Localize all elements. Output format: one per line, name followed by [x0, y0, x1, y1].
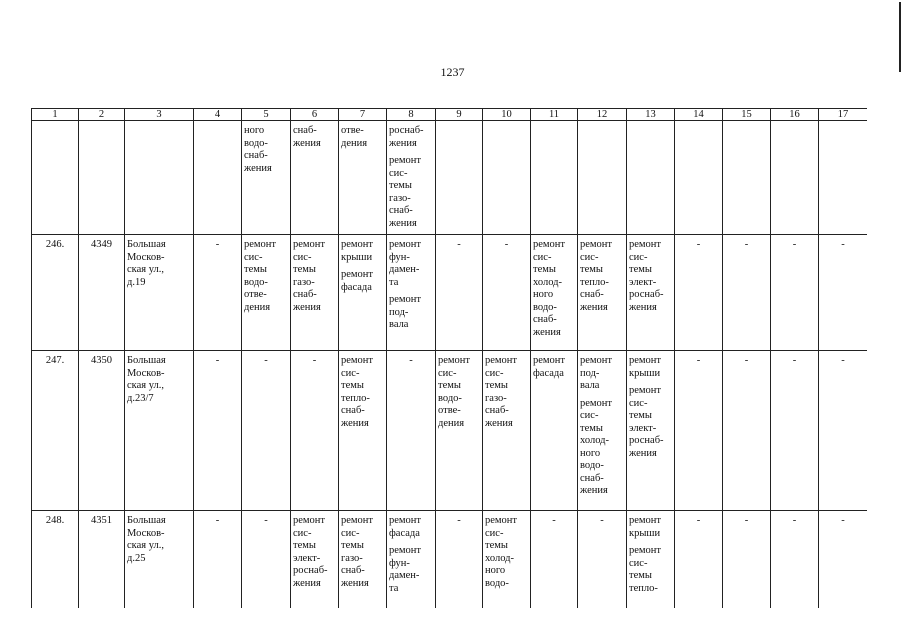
table-cell: [387, 121, 436, 235]
work-line: снаб-: [244, 150, 268, 161]
work-item: [389, 545, 433, 595]
work-line: ремонт: [389, 239, 422, 250]
empty-dash: -: [600, 515, 604, 526]
work-line: жения: [629, 447, 657, 459]
address-cell: [125, 351, 194, 511]
work-line: крыши: [629, 367, 661, 379]
address-line: д.23/7: [127, 392, 154, 404]
work-item: [341, 239, 384, 264]
work-line: сис-: [629, 397, 648, 409]
address-line: ская ул.,: [127, 540, 164, 551]
work-line: темы: [389, 180, 412, 191]
column-header: 13: [627, 109, 675, 121]
work-line: вала: [389, 319, 409, 330]
table-cell: [819, 121, 868, 235]
column-header: 10: [483, 109, 531, 121]
table-cell: [627, 121, 675, 235]
work-line: ремонт: [533, 355, 566, 366]
work-item: [293, 125, 336, 150]
work-line: газо-: [341, 552, 363, 564]
row-number: 246.: [32, 235, 79, 351]
work-line: сис-: [629, 557, 648, 569]
work-line: водо-: [533, 301, 557, 313]
work-line: сис-: [293, 251, 312, 263]
table-cell: [723, 351, 771, 511]
address-line: д.19: [127, 276, 146, 288]
table-cell: [531, 121, 578, 235]
building-code: 4350: [79, 351, 125, 511]
column-header: 12: [578, 109, 627, 121]
table-cell: [723, 511, 771, 609]
work-line: темы: [293, 540, 316, 551]
table-cell: [531, 235, 578, 351]
table-cell: [675, 511, 723, 609]
table-cell: [242, 511, 291, 609]
work-line: ремонт: [341, 239, 374, 250]
empty-dash: -: [215, 355, 220, 366]
work-line: жения: [293, 577, 321, 589]
empty-dash: -: [744, 355, 749, 366]
table-cell: [339, 511, 387, 609]
table-cell: [483, 351, 531, 511]
work-line: темы: [341, 540, 364, 551]
work-item: [533, 355, 575, 380]
work-line: ремонт: [341, 515, 374, 526]
empty-dash: -: [792, 239, 797, 250]
empty-dash: -: [312, 355, 317, 366]
work-line: снаб-: [389, 205, 413, 216]
row-number: 247.: [32, 351, 79, 511]
work-line: сис-: [580, 251, 599, 263]
address-line: Москов-: [127, 367, 165, 379]
work-line: роснаб-: [629, 289, 664, 300]
work-line: ремонт: [438, 355, 471, 366]
table-cell: [32, 121, 79, 235]
work-item: [629, 239, 672, 314]
work-line: ремонт: [629, 239, 662, 250]
empty-dash: -: [264, 515, 268, 526]
table-cell: [242, 235, 291, 351]
column-header: 1: [32, 109, 79, 121]
table-row: [32, 235, 868, 351]
work-line: ремонт: [293, 239, 326, 250]
table-cell: [79, 121, 125, 235]
table-cell: [819, 351, 868, 511]
table-cell: [627, 511, 675, 609]
empty-dash: -: [264, 355, 268, 366]
work-line: фасада: [341, 281, 372, 293]
work-line: тепло-: [629, 582, 658, 594]
work-line: жения: [293, 137, 321, 149]
work-line: ремонт: [244, 239, 277, 250]
work-line: отве-: [244, 289, 267, 300]
repair-schedule-table: [31, 108, 867, 608]
work-item: [341, 125, 384, 150]
empty-dash: -: [696, 239, 701, 250]
work-line: темы: [485, 380, 508, 391]
empty-dash: -: [744, 515, 749, 526]
work-line: жения: [580, 485, 608, 496]
work-line: темы: [580, 422, 603, 434]
work-line: сис-: [341, 527, 360, 539]
work-line: дамен-: [389, 264, 420, 275]
work-item: [293, 515, 336, 590]
work-line: снаб-: [341, 405, 365, 416]
table-cell: [387, 511, 436, 609]
table-cell: [339, 235, 387, 351]
building-code: 4351: [79, 511, 125, 609]
work-line: снаб-: [580, 289, 604, 300]
work-line: жения: [341, 577, 369, 589]
table-cell: [771, 121, 819, 235]
work-line: жения: [485, 417, 513, 429]
table-cell: [242, 351, 291, 511]
empty-dash: -: [744, 239, 749, 250]
work-line: темы: [629, 264, 652, 275]
work-line: сис-: [533, 251, 552, 263]
table-cell: [483, 121, 531, 235]
work-item: [341, 355, 384, 430]
table-cell: [436, 511, 483, 609]
table-cell: [436, 121, 483, 235]
work-line: снаб-: [533, 314, 557, 325]
table-cell: [723, 235, 771, 351]
column-header: 2: [79, 109, 125, 121]
work-line: темы: [629, 410, 652, 421]
work-line: снаб-: [580, 472, 604, 484]
empty-dash: -: [552, 515, 556, 526]
work-line: сис-: [629, 251, 648, 263]
table-cell: [771, 511, 819, 609]
work-line: холод-: [533, 276, 562, 288]
table-cell: [531, 351, 578, 511]
table-cell: [723, 121, 771, 235]
address-cell: [125, 511, 194, 609]
address-line: ская ул.,: [127, 264, 164, 275]
table-cell: [578, 511, 627, 609]
empty-dash: -: [409, 355, 413, 366]
work-item: [244, 239, 288, 314]
work-line: темы: [629, 570, 652, 581]
table-cell: [339, 351, 387, 511]
work-item: [485, 355, 528, 430]
work-line: ремонт: [533, 239, 566, 250]
header-row: [32, 109, 868, 121]
work-line: ремонт: [389, 515, 422, 526]
work-line: элект-: [293, 552, 321, 564]
work-line: фасада: [533, 367, 564, 379]
table-cell: [387, 351, 436, 511]
work-line: дамен-: [389, 570, 420, 581]
table-cell: [771, 235, 819, 351]
work-line: газо-: [485, 392, 507, 404]
work-line: ремонт: [341, 269, 374, 280]
work-line: ремонт: [389, 294, 422, 305]
work-line: снаб-: [293, 125, 317, 136]
address-line: ская ул.,: [127, 380, 164, 391]
table-cell: [291, 351, 339, 511]
work-line: ремонт: [485, 355, 518, 366]
table-cell: [291, 235, 339, 351]
work-line: сис-: [438, 367, 457, 379]
column-header: 6: [291, 109, 339, 121]
page-number: 1237: [440, 65, 465, 79]
work-line: сис-: [485, 527, 504, 539]
work-line: фун-: [389, 251, 410, 263]
address-line: Большая: [127, 355, 166, 366]
work-item: [580, 355, 624, 393]
empty-dash: -: [841, 239, 845, 250]
work-item: [533, 239, 575, 339]
work-line: роснаб-: [293, 565, 328, 576]
work-line: холод-: [485, 552, 514, 564]
work-line: темы: [485, 540, 508, 551]
table-cell: [291, 511, 339, 609]
work-item: [389, 239, 433, 289]
work-line: ремонт: [629, 355, 662, 366]
work-line: темы: [293, 264, 316, 275]
work-line: ремонт: [389, 155, 422, 166]
work-line: жения: [629, 301, 657, 313]
work-line: ремонт: [629, 385, 662, 396]
work-line: ремонт: [580, 239, 613, 250]
table-cell: [436, 235, 483, 351]
table-cell: [194, 121, 242, 235]
work-item: [629, 385, 672, 460]
work-line: сис-: [341, 367, 360, 379]
work-line: под-: [580, 367, 600, 379]
work-line: сис-: [580, 410, 599, 421]
address-line: д.25: [127, 552, 146, 564]
work-item: [629, 355, 672, 380]
work-item: [244, 125, 288, 175]
work-line: ремонт: [580, 397, 613, 409]
column-header: 7: [339, 109, 387, 121]
empty-dash: -: [841, 355, 845, 366]
work-line: элект-: [629, 422, 657, 434]
table-cell: [675, 351, 723, 511]
work-item: [389, 125, 433, 150]
table-cell: [483, 235, 531, 351]
table-cell: [675, 235, 723, 351]
work-item: [580, 239, 624, 314]
work-item: [293, 239, 336, 314]
work-line: снаб-: [485, 405, 509, 416]
work-item: [629, 515, 672, 540]
work-line: жения: [244, 162, 272, 174]
work-line: ремонт: [629, 545, 662, 556]
work-line: под-: [389, 306, 409, 318]
column-header: 11: [531, 109, 578, 121]
empty-dash: -: [504, 239, 509, 250]
work-line: темы: [580, 264, 603, 275]
table-cell: [291, 121, 339, 235]
page-edge-mark: [899, 2, 901, 72]
work-line: темы: [533, 264, 556, 275]
empty-dash: -: [792, 515, 797, 526]
address-cell: [125, 235, 194, 351]
work-line: холод-: [580, 435, 609, 446]
table-cell: [578, 351, 627, 511]
empty-dash: -: [457, 239, 461, 250]
work-line: ремонт: [293, 515, 326, 526]
work-line: жения: [580, 301, 608, 313]
table-cell: [436, 351, 483, 511]
work-line: дения: [244, 301, 271, 313]
work-line: водо-: [485, 577, 509, 589]
table-cell: [387, 235, 436, 351]
work-line: ремонт: [580, 355, 613, 366]
column-header: 16: [771, 109, 819, 121]
work-line: жения: [341, 417, 369, 429]
work-line: жения: [533, 326, 561, 338]
work-line: темы: [438, 380, 461, 391]
table-cell: [125, 121, 194, 235]
work-line: водо-: [244, 137, 268, 149]
table-cell: [627, 351, 675, 511]
row-number: 248.: [32, 511, 79, 609]
table-cell: [483, 511, 531, 609]
work-item: [341, 269, 384, 294]
continuation-row: [32, 121, 868, 235]
work-line: крыши: [341, 251, 373, 263]
work-line: ремонт: [389, 545, 422, 556]
work-line: ремонт: [629, 515, 662, 526]
empty-dash: -: [457, 515, 461, 526]
table-cell: [194, 351, 242, 511]
table-cell: [627, 235, 675, 351]
address-line: Москов-: [127, 527, 165, 539]
work-line: сис-: [293, 527, 312, 539]
work-line: крыши: [629, 527, 661, 539]
work-line: ного: [485, 565, 506, 576]
work-line: газо-: [293, 276, 315, 288]
work-line: сис-: [244, 251, 263, 263]
column-header: 14: [675, 109, 723, 121]
work-line: снаб-: [293, 289, 317, 300]
work-line: дения: [438, 417, 465, 429]
table-row: [32, 351, 868, 511]
table-cell: [194, 511, 242, 609]
address-line: Москов-: [127, 251, 165, 263]
work-line: вала: [580, 380, 600, 391]
work-line: снаб-: [341, 565, 365, 576]
empty-dash: -: [841, 515, 845, 526]
work-line: сис-: [389, 167, 408, 179]
work-line: водо-: [244, 276, 268, 288]
table-cell: [578, 121, 627, 235]
column-header: 4: [194, 109, 242, 121]
table-container: [31, 108, 867, 608]
work-line: жения: [293, 301, 321, 313]
work-line: фун-: [389, 557, 410, 569]
work-line: фасада: [389, 527, 420, 539]
work-line: та: [389, 582, 399, 594]
table-cell: [771, 351, 819, 511]
work-item: [389, 155, 433, 230]
table-cell: [819, 235, 868, 351]
table-row: [32, 511, 868, 609]
work-line: сис-: [485, 367, 504, 379]
table-cell: [194, 235, 242, 351]
column-header: 3: [125, 109, 194, 121]
work-item: [438, 355, 480, 430]
table-cell: [242, 121, 291, 235]
table-cell: [339, 121, 387, 235]
work-item: [485, 515, 528, 590]
column-header: 5: [242, 109, 291, 121]
empty-dash: -: [696, 515, 701, 526]
work-line: отве-: [438, 405, 461, 416]
work-line: ного: [580, 447, 601, 459]
address-line: Большая: [127, 515, 166, 526]
work-line: роснаб-: [629, 435, 664, 446]
work-line: жения: [389, 137, 417, 149]
work-line: роснаб-: [389, 125, 424, 136]
empty-dash: -: [215, 239, 220, 250]
work-line: газо-: [389, 192, 411, 204]
column-header: 17: [819, 109, 868, 121]
work-item: [389, 515, 433, 540]
work-item: [389, 294, 433, 332]
building-code: 4349: [79, 235, 125, 351]
work-line: водо-: [438, 392, 462, 404]
column-header: 15: [723, 109, 771, 121]
work-line: темы: [244, 264, 267, 275]
work-item: [580, 398, 624, 498]
address-line: Большая: [127, 239, 166, 250]
work-line: тепло-: [580, 276, 609, 288]
empty-dash: -: [792, 355, 797, 366]
table-cell: [675, 121, 723, 235]
work-item: [341, 515, 384, 590]
work-line: та: [389, 276, 399, 288]
work-line: элект-: [629, 276, 657, 288]
work-line: темы: [341, 380, 364, 391]
empty-dash: -: [215, 515, 220, 526]
work-line: ремонт: [341, 355, 374, 366]
work-line: тепло-: [341, 392, 370, 404]
work-line: водо-: [580, 460, 604, 471]
work-line: жения: [389, 217, 417, 229]
table-cell: [578, 235, 627, 351]
work-line: ного: [533, 289, 554, 300]
work-line: ремонт: [485, 515, 518, 526]
table-cell: [531, 511, 578, 609]
work-line: ного: [244, 125, 265, 136]
work-line: отве-: [341, 125, 364, 136]
work-item: [629, 545, 672, 595]
work-line: дения: [341, 137, 368, 149]
table-cell: [819, 511, 868, 609]
empty-dash: -: [696, 355, 701, 366]
column-header: 9: [436, 109, 483, 121]
column-header: 8: [387, 109, 436, 121]
